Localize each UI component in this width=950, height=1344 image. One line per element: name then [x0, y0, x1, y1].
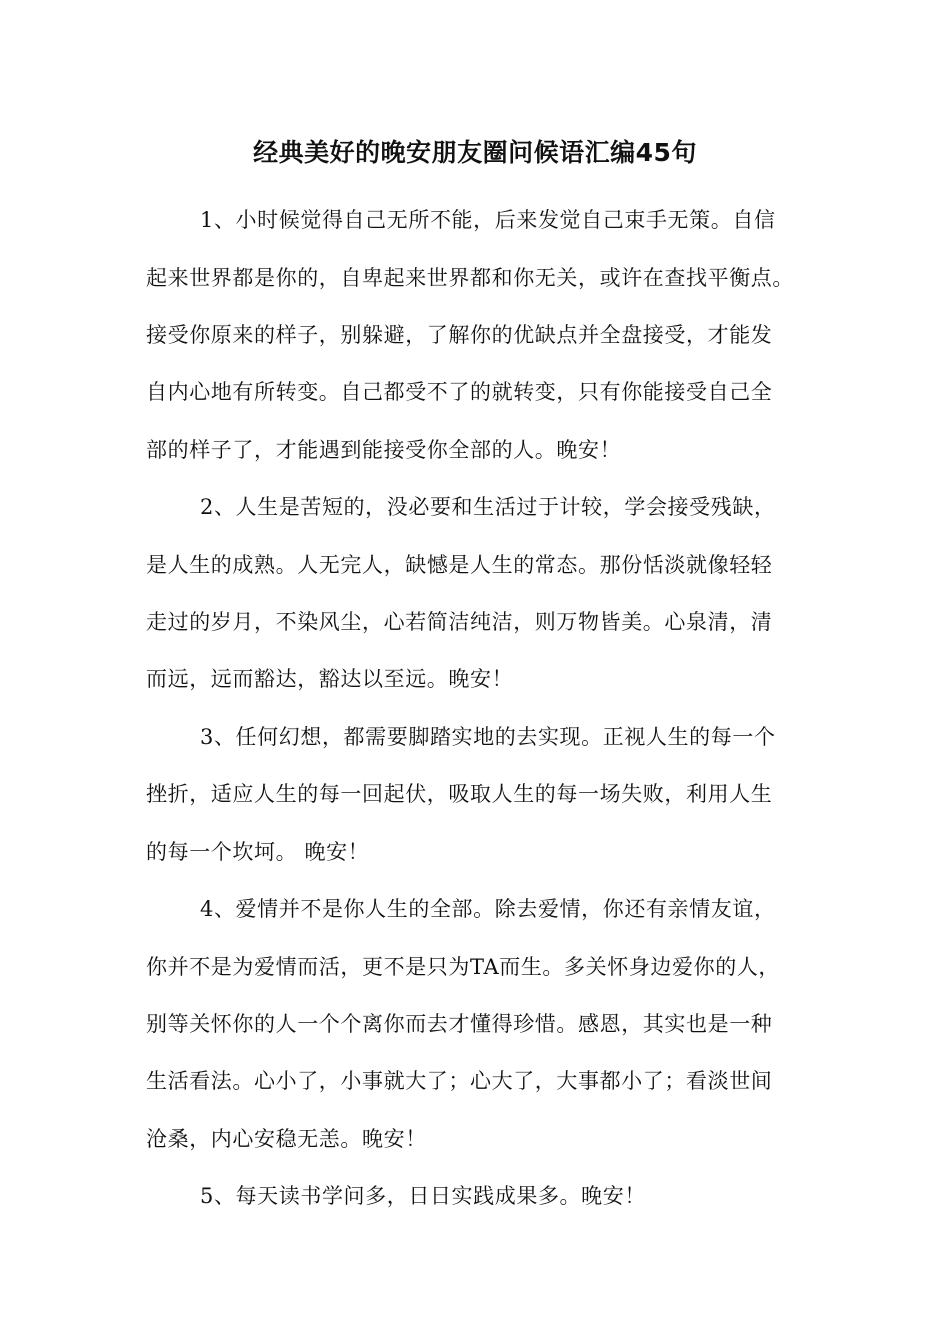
paragraph-3-line-3: 的每一个坎坷。 晚安！ [146, 840, 370, 864]
paragraph-4-line-5: 沧桑，内心安稳无恙。晚安！ [146, 1127, 427, 1151]
paragraph-3-line-2: 挫折，适应人生的每一回起伏，吸取人生的每一场失败，利用人生 [146, 782, 773, 806]
paragraph-2-line-3: 走过的岁月，不染风尘，心若简洁纯洁，则万物皆美。心泉清，清 [146, 610, 773, 634]
paragraph-1-line-5: 部的样子了，才能遇到能接受你全部的人。晚安！ [146, 438, 622, 462]
paragraph-4-line-2: 你并不是为爱情而活，更不是只为TA而生。多关怀身边爱你的人， [146, 955, 781, 979]
paragraph-4-line-1: 4、爱情并不是你人生的全部。除去爱情，你还有亲情友谊， [200, 897, 776, 921]
paragraph-4-line-4: 生活看法。心小了，小事就大了；心大了，大事都小了；看淡世间 [146, 1069, 773, 1093]
paragraph-2-line-4: 而远，远而豁达，豁达以至远。晚安！ [146, 667, 514, 691]
paragraph-5-line-1: 5、每天读书学问多，日日实践成果多。晚安！ [200, 1184, 646, 1208]
paragraph-3-line-1: 3、任何幻想，都需要脚踏实地的去实现。正视人生的每一个 [200, 725, 776, 749]
paragraph-2-line-1: 2、人生是苦短的，没必要和生活过于计较，学会接受残缺， [200, 495, 776, 519]
paragraph-1-line-1: 1、小时候觉得自己无所不能，后来发觉自己束手无策。自信 [200, 208, 776, 232]
paragraph-2-line-2: 是人生的成熟。人无完人，缺憾是人生的常态。那份恬淡就像轻轻 [146, 553, 773, 577]
page-title: 经典美好的晚安朋友圈问候语汇编45句 [253, 138, 697, 167]
paragraph-1-line-3: 接受你原来的样子，别躲避，了解你的优缺点并全盘接受，才能发 [146, 323, 773, 347]
paragraph-1-line-4: 自内心地有所转变。自己都受不了的就转变，只有你能接受自己全 [146, 380, 773, 404]
paragraph-1-line-2: 起来世界都是你的，自卑起来世界都和你无关，或许在查找平衡点。 [146, 266, 794, 290]
paragraph-4-line-3: 别等关怀你的人一个个离你而去才懂得珍惜。感恩，其实也是一种 [146, 1012, 773, 1036]
